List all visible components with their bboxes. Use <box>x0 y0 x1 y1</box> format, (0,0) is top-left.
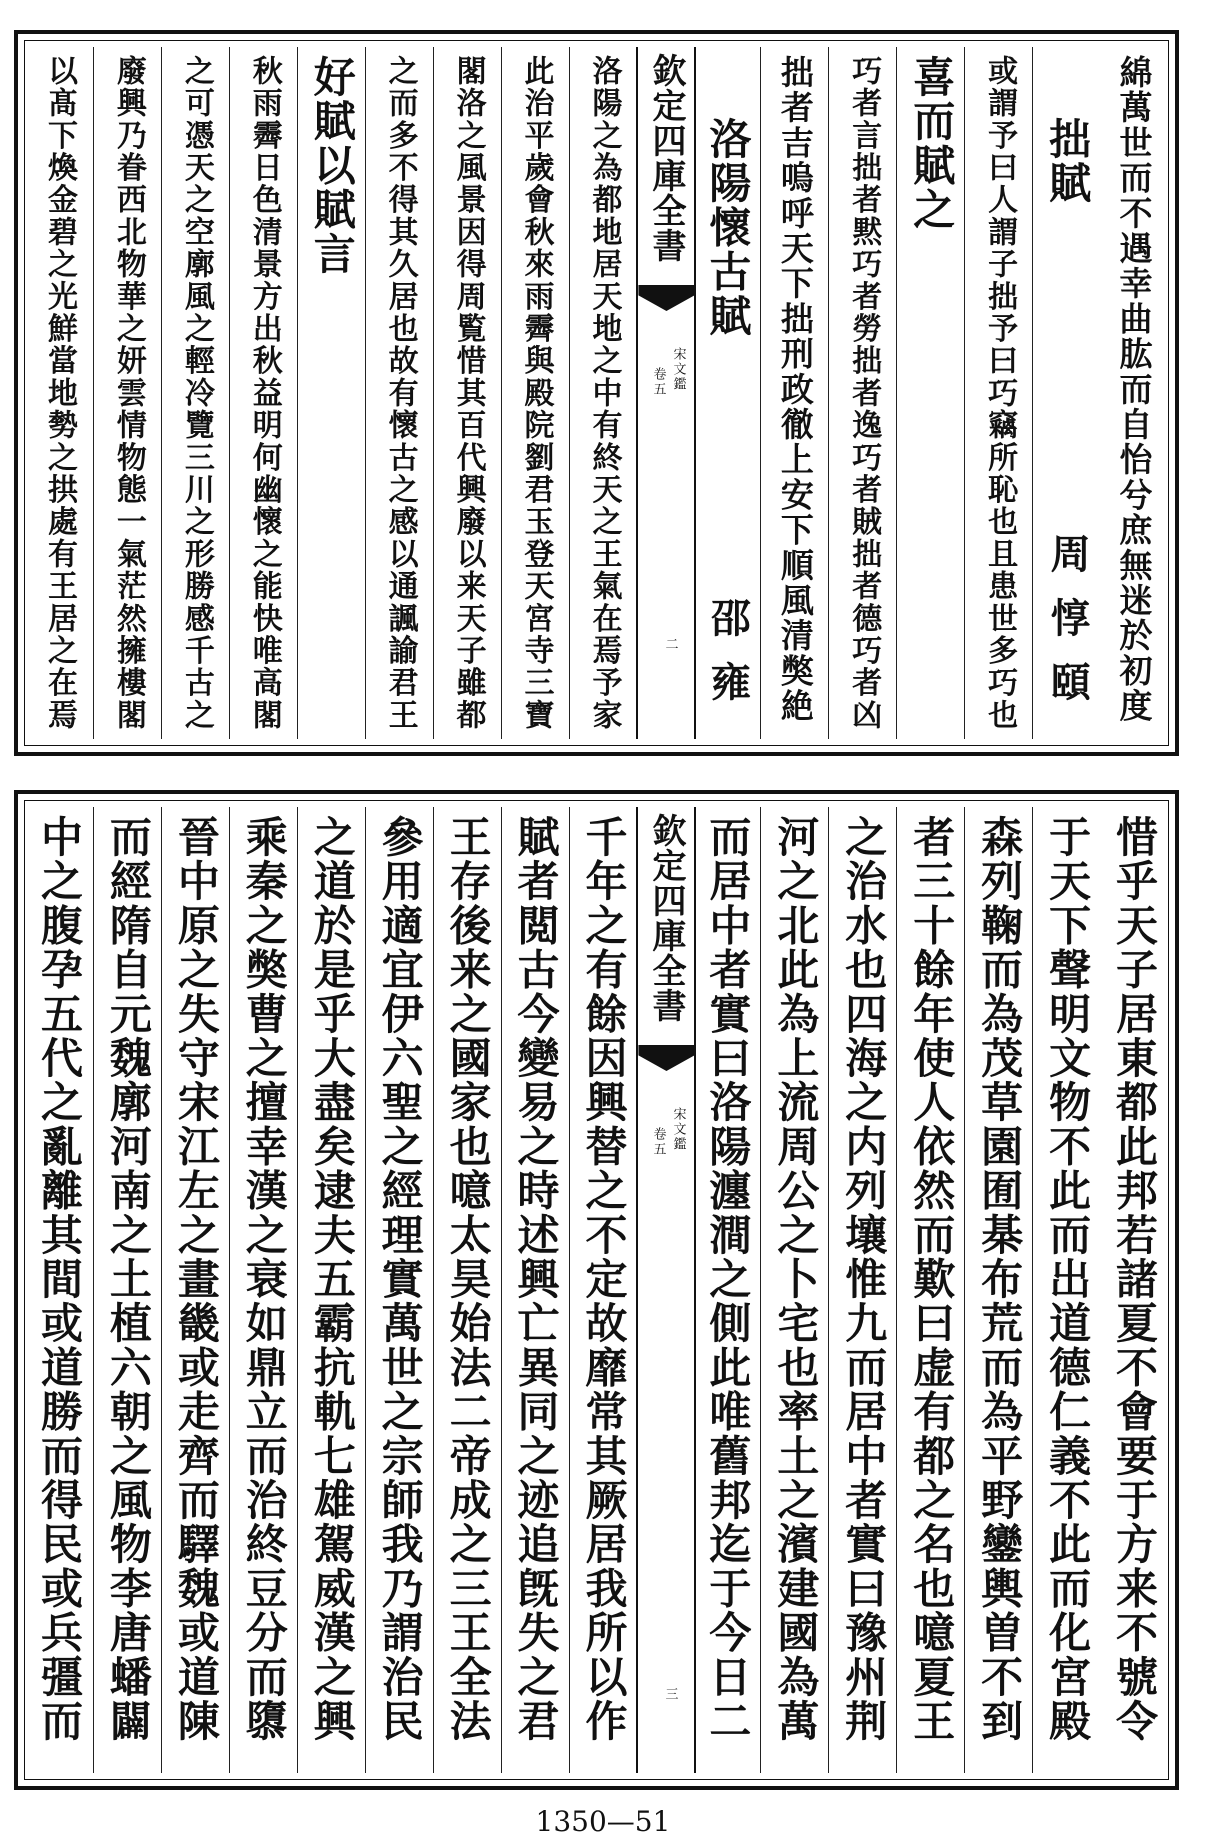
column-text: 者三十餘年使人依然而歎曰虚有都之名也噫夏王 <box>907 815 957 1744</box>
column-text: 巧者言拙者黙巧者勞拙者逸巧者賊拙者德巧者凶 <box>846 55 882 732</box>
column-text: 而居中者實曰洛陽瀍澗之側此唯舊邦迄于今日二 <box>703 815 753 1744</box>
column-text: 乘秦之獘曹之擅幸漢之衰如鼎立而治終豆分而隳 <box>239 815 289 1744</box>
column-text: 或謂予曰人謂子拙予曰巧竊所恥也且患世多巧也 <box>982 55 1018 732</box>
author-attribution: 邵雍 <box>704 597 752 725</box>
collection-title: 欽定四庫全書 <box>645 813 686 1023</box>
text-column <box>229 47 298 739</box>
column-text: 拙者吉嗚呼天下拙刑政徹上安下順風清獘絶 <box>775 55 815 724</box>
volume-number: 卷五 <box>650 367 666 397</box>
text-column <box>93 47 162 739</box>
text-column <box>1100 47 1168 739</box>
text-column <box>1100 807 1168 1773</box>
text-column <box>896 807 965 1773</box>
column-text: 閣洛之風景因得周覧惜其百代興廢以来天子雖都 <box>450 55 486 732</box>
column-text: 賦者閲古今變易之時述興亡異同之迹追旣失之君 <box>511 815 561 1744</box>
page-bottom <box>14 790 1179 1790</box>
column-text: 于天下聲明文物不此而出道德仁義不此而化宮殿 <box>1043 815 1093 1744</box>
page-frame <box>24 40 1169 746</box>
column-text: 此治平歲會秋來雨霽與殿院劉君玉登天宮寺三寶 <box>518 55 554 732</box>
column-text: 河之北此為上流周公之卜宅也率土之濱建國為萬 <box>771 815 821 1744</box>
column-text: 參用適宜伊六聖之經理實萬世之宗師我乃謂治民 <box>375 815 425 1744</box>
column-text: 好賦以賦言 <box>307 55 357 276</box>
column-text: 晉中原之失守宋江左之畫畿或走齊而驛魏或道陳 <box>171 815 221 1744</box>
text-column <box>25 807 93 1773</box>
text-column <box>297 807 366 1773</box>
leaf-number: 三 <box>662 1687 678 1702</box>
text-column <box>433 47 502 739</box>
text-column <box>964 47 1033 739</box>
text-column <box>569 47 638 739</box>
column-text: 而經隋自元魏廓河南之土植六朝之風物李唐蟠闢 <box>103 815 153 1744</box>
column-text: 惜乎天子居東都此邦若諸夏不會要于方来不號令 <box>1110 815 1160 1744</box>
column-text: 廢興乃眷西北物華之妍雲情物態一氣茫然擁樓閣 <box>110 55 146 732</box>
page-number-footer: 1350—51 <box>535 1805 671 1838</box>
text-column <box>25 47 93 739</box>
text-column <box>93 807 162 1773</box>
text-column <box>569 807 638 1773</box>
column-text: 喜而賦之 <box>907 55 957 232</box>
fish-tail-mark <box>638 1045 694 1071</box>
leaf-number: 二 <box>662 637 678 652</box>
fish-tail-mark <box>638 285 694 311</box>
column-text: 王存後来之國家也噫太昊始法二帝成之三王全法 <box>443 815 493 1744</box>
text-column <box>828 47 897 739</box>
text-column <box>161 47 230 739</box>
text-column <box>297 47 366 739</box>
column-text: 洛陽之為都地居天地之中有終天之王氣在焉予家 <box>586 55 622 732</box>
text-column <box>1032 807 1101 1773</box>
text-column <box>365 47 434 739</box>
text-column <box>501 807 570 1773</box>
section-title-column <box>1032 47 1101 739</box>
text-column <box>433 807 502 1773</box>
page-top <box>14 30 1179 756</box>
author-attribution: 周惇頤 <box>1044 533 1092 725</box>
center-fold-strip <box>636 807 696 1773</box>
text-column <box>501 47 570 739</box>
book-name: 宋文鑑 <box>670 347 686 392</box>
text-column <box>760 807 829 1773</box>
center-fold-strip <box>636 47 696 739</box>
column-text: 綿萬世而不遇幸曲肱而自怡兮庶無迷於初度 <box>1114 55 1154 724</box>
column-text: 中之腹孕五代之亂離其間或道勝而得民或兵彊而 <box>34 815 84 1744</box>
column-text: 之可憑天之空廓風之輕冷覽三川之形勝感千古之 <box>178 55 214 732</box>
text-column <box>365 807 434 1773</box>
section-title: 拙賦 <box>1043 117 1093 206</box>
section-title-column <box>692 47 761 739</box>
text-column <box>964 807 1033 1773</box>
text-column <box>828 807 897 1773</box>
page-frame <box>24 800 1169 1780</box>
text-column <box>760 47 829 739</box>
column-text: 千年之有餘因興替之不定故靡常其厥居我所以作 <box>579 815 629 1744</box>
text-column <box>896 47 965 739</box>
column-text: 森列鞠而為茂草園囿棊布荒而為平野鑾輿曽不到 <box>975 815 1025 1744</box>
column-text: 之道於是乎大盡矣逮夫五霸抗軌七雄駕威漢之興 <box>307 815 357 1744</box>
text-column <box>161 807 230 1773</box>
text-column <box>229 807 298 1773</box>
volume-number: 卷五 <box>650 1127 666 1157</box>
column-text: 秋雨霽日色清景方出秋益明何幽懷之能快唯高閣 <box>246 55 282 732</box>
text-column <box>692 807 761 1773</box>
column-text: 之治水也四海之内列壤惟九而居中者實曰豫州荆 <box>839 815 889 1744</box>
column-text: 以髙下煥金碧之光鮮當地勢之拱處有王居之在焉 <box>41 55 77 732</box>
column-text: 之而多不得其久居也故有懷古之感以通諷諭君王 <box>382 55 418 732</box>
collection-title: 欽定四庫全書 <box>645 53 686 263</box>
book-name: 宋文鑑 <box>670 1107 686 1152</box>
section-title: 洛陽懷古賦 <box>703 117 753 338</box>
